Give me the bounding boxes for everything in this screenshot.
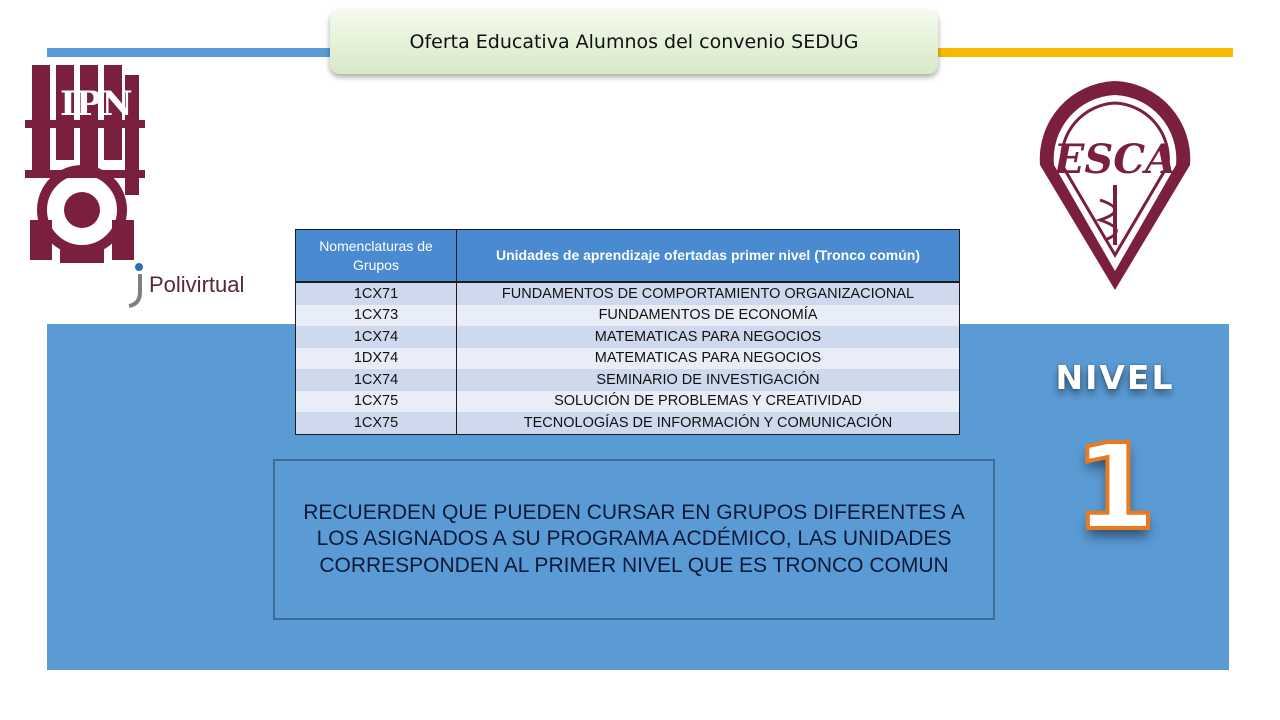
level-number: 1 bbox=[1073, 418, 1157, 556]
group-code: 1CX73 bbox=[296, 305, 457, 327]
table-row bbox=[296, 369, 960, 391]
slide-title-text: Oferta Educativa Alumnos del convenio SEDUG bbox=[409, 31, 859, 53]
unit-name: MATEMATICAS PARA NEGOCIOS bbox=[457, 348, 960, 370]
unit-name: FUNDAMENTOS DE COMPORTAMIENTO ORGANIZACIONAL bbox=[457, 282, 960, 305]
group-code: 1CX71 bbox=[296, 282, 457, 305]
notice-box bbox=[273, 459, 995, 620]
brand-text: Polivirtual bbox=[149, 272, 245, 297]
column-header-units: Unidades de aprendizaje ofertadas primer nivel (Tronco común) bbox=[457, 230, 960, 283]
table-header-row bbox=[296, 230, 960, 283]
table-row bbox=[296, 348, 960, 370]
group-code: 1CX74 bbox=[296, 369, 457, 391]
table-row bbox=[296, 282, 960, 305]
group-code: 1CX75 bbox=[296, 391, 457, 413]
unit-name: TECNOLOGÍAS DE INFORMACIÓN Y COMUNICACIÓN bbox=[457, 412, 960, 434]
group-code: 1DX74 bbox=[296, 348, 457, 370]
group-code: 1CX75 bbox=[296, 412, 457, 434]
ipn-logo bbox=[20, 60, 150, 270]
table-row bbox=[296, 391, 960, 413]
slide-title bbox=[330, 10, 938, 74]
notice-text: RECUERDEN QUE PUEDEN CURSAR EN GRUPOS DIFERENTES A LOS ASIGNADOS A SU PROGRAMA ACDÉMICO, LAS UNIDADES CORRESPONDEN AL PRIMER NIVEL QUE ES TRONCO COMUN bbox=[303, 501, 965, 577]
esca-logo bbox=[1030, 75, 1200, 295]
groups-table bbox=[295, 229, 960, 435]
svg-text:IPN: IPN bbox=[60, 84, 133, 124]
unit-name: MATEMATICAS PARA NEGOCIOS bbox=[457, 326, 960, 348]
header-bar-right bbox=[932, 48, 1233, 57]
unit-name: FUNDAMENTOS DE ECONOMÍA bbox=[457, 305, 960, 327]
polivirtual-logo bbox=[125, 260, 275, 310]
unit-name: SEMINARIO DE INVESTIGACIÓN bbox=[457, 369, 960, 391]
table-row bbox=[296, 326, 960, 348]
svg-text:ESCA: ESCA bbox=[1053, 136, 1177, 183]
level-label: NIVEL bbox=[1055, 358, 1175, 397]
polivirtual-icon bbox=[125, 262, 147, 308]
unit-name: SOLUCIÓN DE PROBLEMAS Y CREATIVIDAD bbox=[457, 391, 960, 413]
table-row bbox=[296, 412, 960, 434]
table-row bbox=[296, 305, 960, 327]
group-code: 1CX74 bbox=[296, 326, 457, 348]
column-header-groups: Nomenclaturas de Grupos bbox=[296, 230, 457, 283]
header-bar-left bbox=[47, 48, 337, 57]
